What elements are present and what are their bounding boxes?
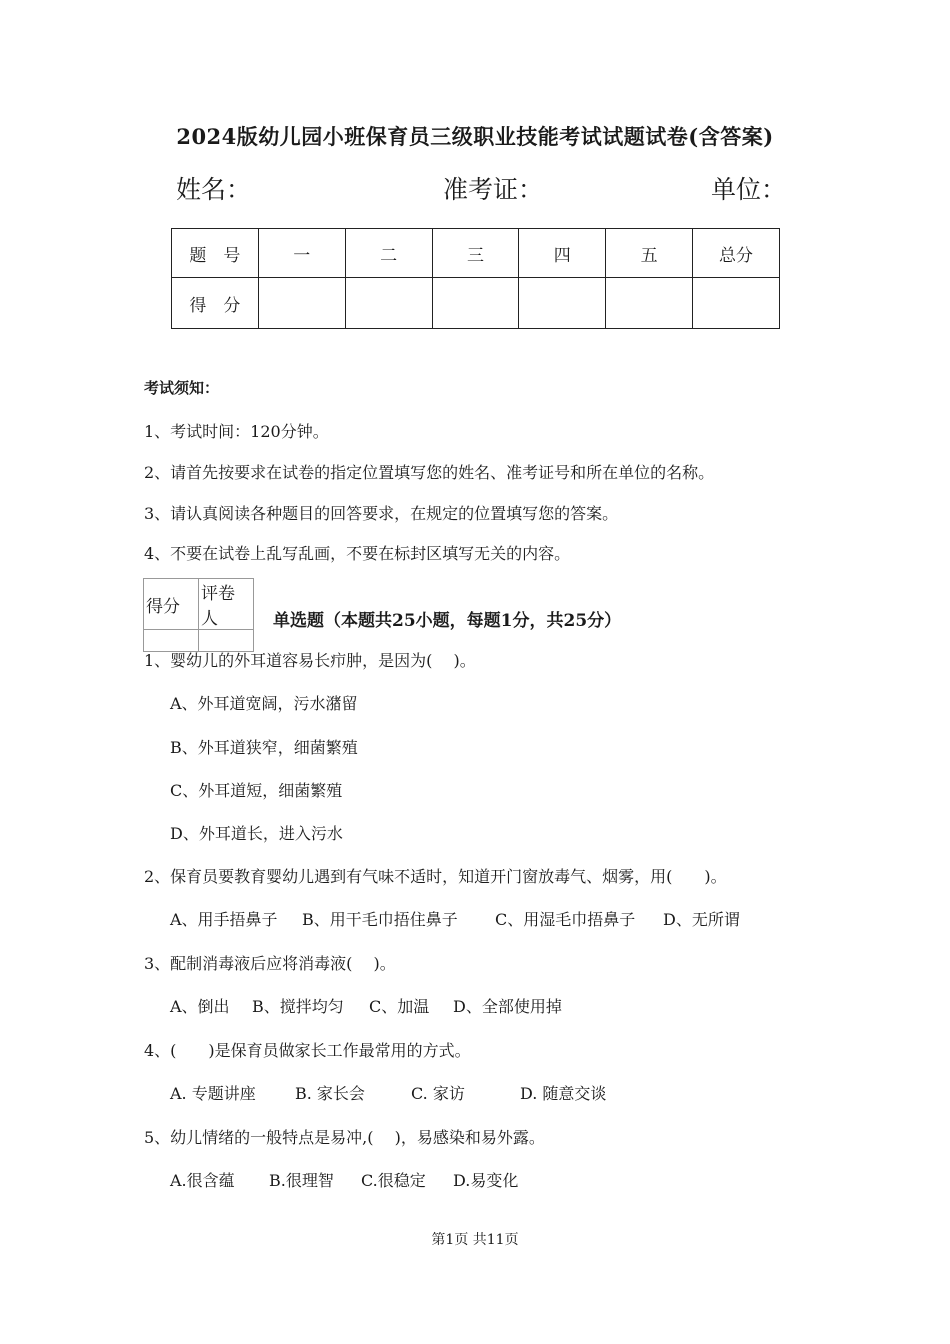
notice-item: 4、不要在试卷上乱写乱画，不要在标封区填写无关的内容。: [144, 544, 571, 563]
notice-item: 3、请认真阅读各种题目的回答要求，在规定的位置填写您的答案。: [144, 504, 619, 523]
notice-heading: 考试须知：: [144, 379, 220, 397]
question-stem: 3、配制消毒液后应将消毒液( )。: [144, 954, 396, 973]
question-option: A、用手捂鼻子: [170, 910, 278, 929]
question-option: B.很理智: [269, 1171, 334, 1190]
question-option: B、外耳道狭窄，细菌繁殖: [170, 738, 358, 757]
question-option: D. 随意交谈: [520, 1084, 607, 1103]
question-option: C、外耳道短，细菌繁殖: [170, 781, 343, 800]
score-table-header-cell: 二: [345, 229, 432, 278]
question-option: A.很含蕴: [170, 1171, 235, 1190]
question-option: A、外耳道宽阔，污水潴留: [170, 694, 358, 713]
question-option: A、倒出: [170, 997, 230, 1016]
score-cell: [606, 278, 693, 329]
question-stem: 2、保育员要教育婴幼儿遇到有气味不适时，知道开门窗放毒气、烟雾，用( )。: [144, 867, 727, 886]
question-stem: 1、婴幼儿的外耳道容易长疖肿，是因为( )。: [144, 651, 476, 670]
score-table-header-cell: 四: [519, 229, 606, 278]
question-option: B、搅拌均匀: [252, 997, 344, 1016]
score-cell: [519, 278, 606, 329]
question-option: C、用湿毛巾捂鼻子: [495, 910, 636, 929]
question-stem: 4、( )是保育员做家长工作最常用的方式。: [144, 1041, 471, 1060]
grader-score-label: 得分: [144, 579, 199, 630]
score-row-label: 得 分: [172, 278, 259, 329]
question-option: D、全部使用掉: [453, 997, 562, 1016]
score-table-header-cell: 题 号: [172, 229, 259, 278]
score-table-header-cell: 五: [606, 229, 693, 278]
question-option: C.很稳定: [361, 1171, 426, 1190]
score-cell: [432, 278, 519, 329]
score-table-header-cell: 总分: [693, 229, 780, 278]
notice-item: 2、请首先按要求在试卷的指定位置填写您的姓名、准考证号和所在单位的名称。: [144, 463, 715, 482]
section-title: 单选题（本题共25小题，每题1分，共25分）: [273, 611, 622, 631]
document-title: 2024版幼儿园小班保育员三级职业技能考试试题试卷(含答案): [176, 124, 774, 149]
unit-field-label: 单位：: [711, 175, 787, 204]
question-option: C、加温: [369, 997, 430, 1016]
question-option: D.易变化: [453, 1171, 519, 1190]
question-stem: 5、幼儿情绪的一般特点是易冲,( )，易感染和易外露。: [144, 1128, 545, 1147]
score-table-header-row: [172, 229, 780, 278]
score-table: [171, 228, 780, 329]
score-table-score-row: [172, 278, 780, 329]
question-option: B. 家长会: [295, 1084, 365, 1103]
question-option: D、无所谓: [663, 910, 740, 929]
exam-number-field-label: 准考证：: [443, 175, 544, 204]
question-option: C. 家访: [411, 1084, 465, 1103]
score-cell: [693, 278, 780, 329]
question-option: D、外耳道长，进入污水: [170, 824, 343, 843]
name-field-label: 姓名：: [176, 175, 252, 204]
score-table-header-cell: 三: [432, 229, 519, 278]
grader-box: [143, 578, 254, 652]
notice-item: 1、考试时间：120分钟。: [144, 422, 329, 441]
grader-reviewer-label: 评卷人: [199, 579, 254, 630]
question-option: A. 专题讲座: [170, 1084, 256, 1103]
score-table-header-cell: 一: [258, 229, 345, 278]
score-cell: [258, 278, 345, 329]
page-footer: 第1页 共11页: [431, 1232, 519, 1248]
score-cell: [345, 278, 432, 329]
question-option: B、用干毛巾捂住鼻子: [302, 910, 458, 929]
